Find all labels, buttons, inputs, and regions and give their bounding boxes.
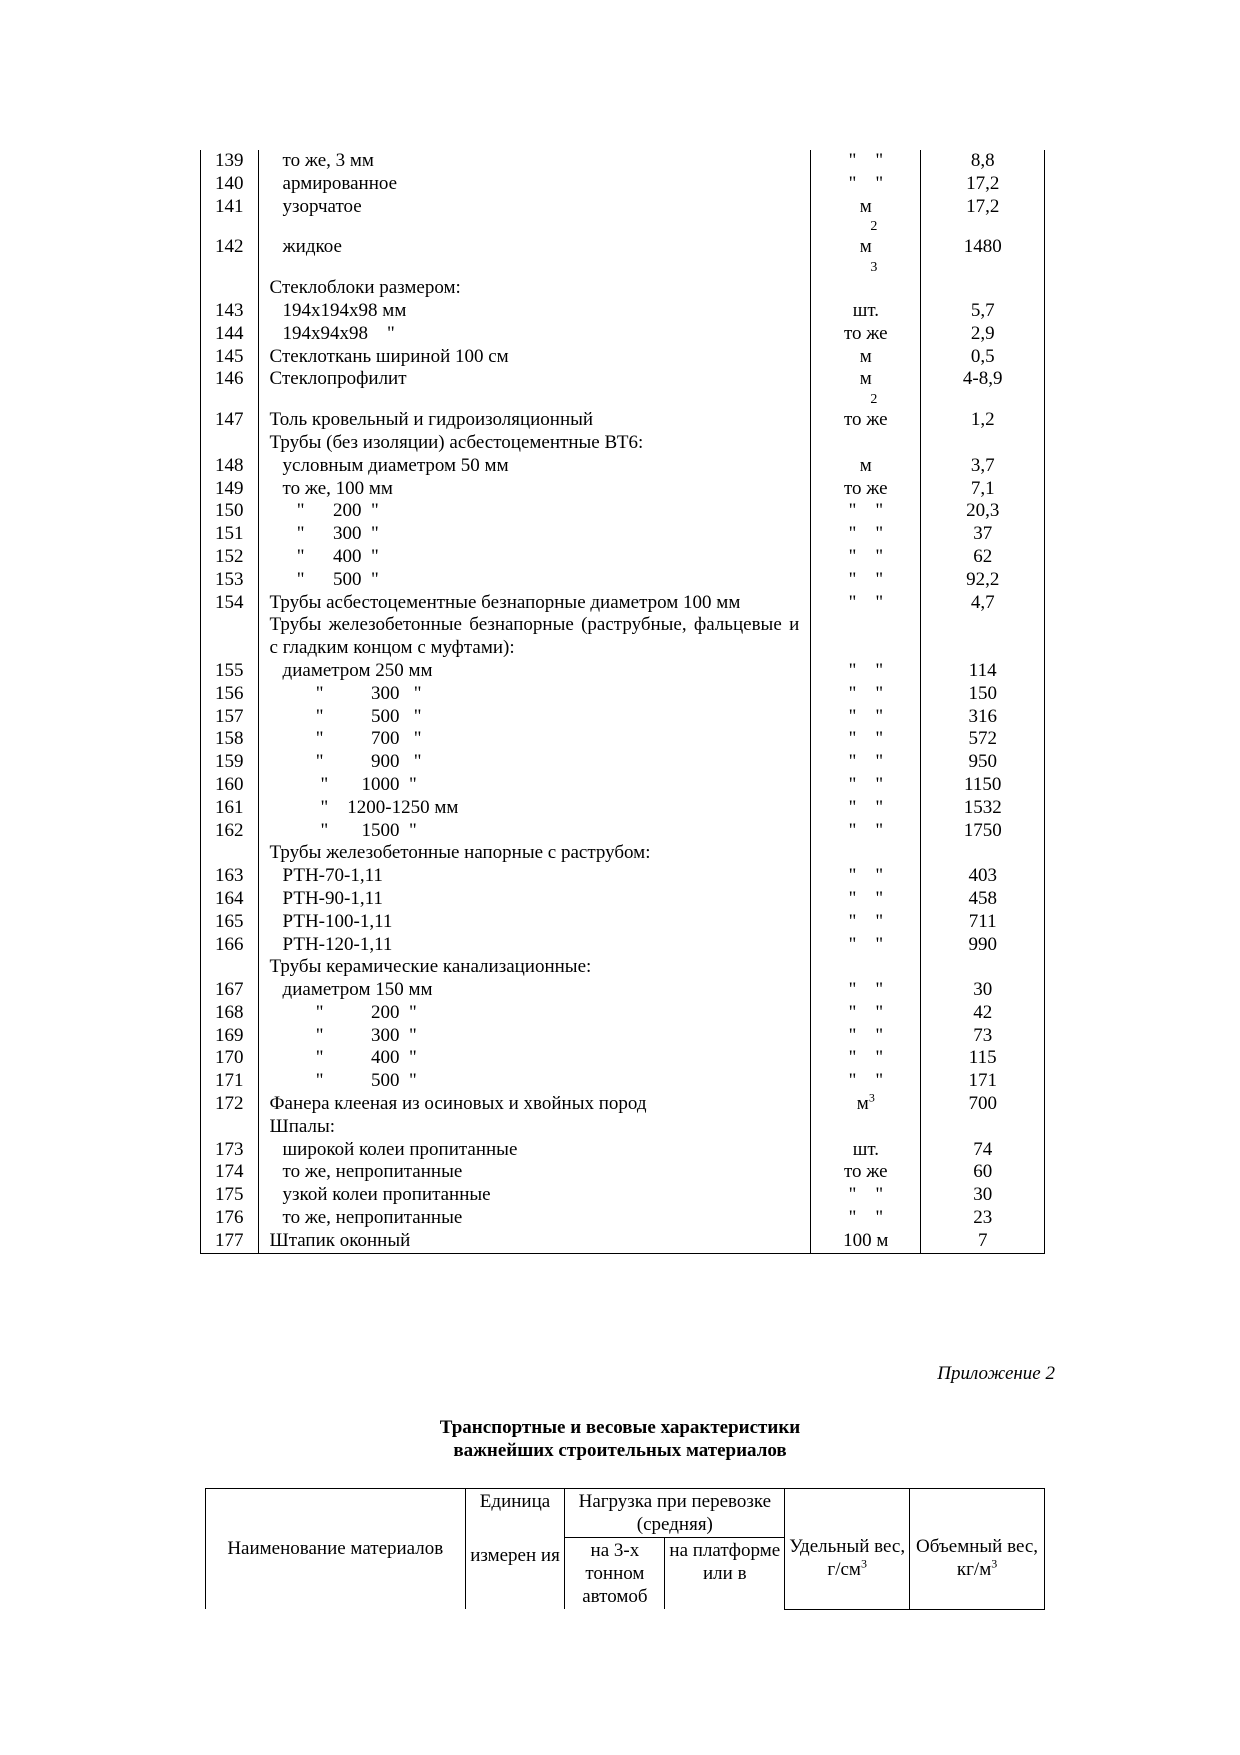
unit-exponent: 3: [870, 260, 878, 276]
weight-value: 3,7: [921, 455, 1045, 478]
col-header-unit-top: Единица: [465, 1489, 565, 1538]
material-name: армированное: [258, 173, 811, 196]
appendix-label: Приложение 2: [937, 1363, 1055, 1384]
material-name: " 500 ": [258, 706, 811, 729]
weight-value: 1480: [921, 236, 1045, 277]
unit-cell: [811, 1139, 921, 1162]
weight-value: 403: [921, 865, 1045, 888]
unit-cell: [811, 1047, 921, 1070]
row-number: 171: [201, 1070, 259, 1093]
col-header-load: Нагрузка при перевозке (средняя): [565, 1489, 785, 1538]
weight-value: 458: [921, 888, 1045, 911]
unit-cell: [811, 683, 921, 706]
table-row: [201, 196, 1045, 237]
material-name: " 900 ": [258, 751, 811, 774]
weight-value: 73: [921, 1025, 1045, 1048]
material-name: то же, непропитанные: [258, 1161, 811, 1184]
table-row: [201, 346, 1045, 369]
weight-value: [921, 1116, 1045, 1139]
col-header-load-truck: на 3-х тонном автомоб: [565, 1538, 665, 1610]
unit-cell: [811, 1161, 921, 1184]
weight-value: 17,2: [921, 196, 1045, 237]
table-row: [201, 888, 1045, 911]
header-row-1: [206, 1489, 1045, 1538]
table-row: [201, 1207, 1045, 1230]
material-name: жидкое: [258, 236, 811, 277]
material-name: " 200 ": [258, 1002, 811, 1025]
unit-text: м: [859, 454, 872, 476]
weight-value: [921, 614, 1045, 660]
unit-exponent: 2: [870, 392, 878, 408]
unit-text: " ": [848, 545, 884, 567]
material-name: " 200 ": [258, 500, 811, 523]
material-name: диаметром 250 мм: [258, 660, 811, 683]
material-name: узкой колеи пропитанные: [258, 1184, 811, 1207]
table-row: [201, 569, 1045, 592]
weight-value: 7,1: [921, 478, 1045, 501]
unit-text: " ": [848, 1207, 884, 1229]
table-row: [201, 500, 1045, 523]
unit-text: м: [859, 345, 872, 367]
row-number: 159: [201, 751, 259, 774]
unit-cell: [811, 1184, 921, 1207]
unit-text: то же: [844, 1161, 888, 1183]
unit-cell: [811, 1002, 921, 1025]
row-number: 147: [201, 409, 259, 432]
row-number: 141: [201, 196, 259, 237]
table-row: [201, 523, 1045, 546]
unit-superscript: 3: [868, 1090, 875, 1105]
material-name: Трубы керамические канализационные:: [258, 956, 811, 979]
material-name: диаметром 150 мм: [258, 979, 811, 1002]
material-name: Толь кровельный и гидроизоляционный: [258, 409, 811, 432]
row-number: 140: [201, 173, 259, 196]
material-name: " 500 ": [258, 1070, 811, 1093]
unit-cell: [811, 865, 921, 888]
unit-text: " ": [848, 979, 884, 1001]
unit-cell: [811, 1070, 921, 1093]
unit-text: " ": [848, 682, 884, 704]
unit-text: " ": [848, 1024, 884, 1046]
unit-cell: [811, 277, 921, 300]
table-row: [201, 1002, 1045, 1025]
table-row: [201, 546, 1045, 569]
material-name: Фанера клееная из осиновых и хвойных пород: [258, 1093, 811, 1116]
col-header-load-platform: на платформе или в: [665, 1538, 785, 1610]
row-number: [201, 432, 259, 455]
unit-cell: [811, 842, 921, 865]
weight-value: 171: [921, 1070, 1045, 1093]
weight-value: 30: [921, 979, 1045, 1002]
unit-text: шт.: [852, 1138, 879, 1160]
weight-value: 92,2: [921, 569, 1045, 592]
table-row: [201, 979, 1045, 1002]
unit-cell: [811, 323, 921, 346]
table-row: [201, 865, 1045, 888]
row-number: 146: [201, 368, 259, 409]
unit-cell: [811, 728, 921, 751]
weight-value: 42: [921, 1002, 1045, 1025]
table-row: [201, 614, 1045, 660]
row-number: 163: [201, 865, 259, 888]
unit-text: " ": [848, 728, 884, 750]
weight-value: [921, 956, 1045, 979]
material-name: РТН-100-1,11: [258, 911, 811, 934]
weight-value: 5,7: [921, 300, 1045, 323]
table-row: [201, 660, 1045, 683]
weight-value: 4-8,9: [921, 368, 1045, 409]
unit-text: " ": [848, 1184, 884, 1206]
weight-value: [921, 432, 1045, 455]
unit-cell: [811, 706, 921, 729]
unit-cell: [811, 478, 921, 501]
unit-text: то же: [844, 477, 888, 499]
weight-value: 1,2: [921, 409, 1045, 432]
table-row: [201, 1116, 1045, 1139]
weight-value: 950: [921, 751, 1045, 774]
unit-cell: [811, 569, 921, 592]
unit-cell: [811, 236, 921, 277]
unit-cell: [811, 455, 921, 478]
material-name: " 300 ": [258, 523, 811, 546]
table-row: [201, 911, 1045, 934]
row-number: 149: [201, 478, 259, 501]
table-row: [201, 1184, 1045, 1207]
row-number: 175: [201, 1184, 259, 1207]
section-title-line2: важнейших строительных материалов: [453, 1440, 787, 1461]
material-name: Шпалы:: [258, 1116, 811, 1139]
table-row: [201, 368, 1045, 409]
row-number: 139: [201, 150, 259, 173]
weight-value: 711: [921, 911, 1045, 934]
table-row: [201, 478, 1045, 501]
unit-text: шт.: [852, 299, 879, 321]
row-number: 161: [201, 797, 259, 820]
weight-value: 8,8: [921, 150, 1045, 173]
col-header-specific-sup: 3: [860, 1556, 867, 1571]
row-number: [201, 614, 259, 660]
row-number: 142: [201, 236, 259, 277]
row-number: 144: [201, 323, 259, 346]
material-name: Трубы (без изоляции) асбестоцементные ВТ6:: [258, 432, 811, 455]
row-number: 154: [201, 592, 259, 615]
row-number: 148: [201, 455, 259, 478]
unit-cell: [811, 1025, 921, 1048]
unit-cell: [811, 956, 921, 979]
section-title-line1: Транспортные и весовые характеристики: [439, 1417, 801, 1438]
unit-text: " ": [848, 523, 884, 545]
row-number: [201, 842, 259, 865]
weight-value: 23: [921, 1207, 1045, 1230]
row-number: [201, 1116, 259, 1139]
row-number: 151: [201, 523, 259, 546]
unit-text: " ": [848, 172, 884, 194]
weight-value: 1750: [921, 820, 1045, 843]
row-number: 153: [201, 569, 259, 592]
material-name: то же, 100 мм: [258, 478, 811, 501]
unit-cell: [811, 934, 921, 957]
table-row: [201, 1230, 1045, 1253]
unit-text: " ": [848, 1047, 884, 1069]
unit-cell: [811, 432, 921, 455]
weight-value: 7: [921, 1230, 1045, 1253]
row-number: 157: [201, 706, 259, 729]
weight-value: 30: [921, 1184, 1045, 1207]
unit-text: то же: [844, 322, 888, 344]
material-name: условным диаметром 50 мм: [258, 455, 811, 478]
unit-text: " ": [848, 751, 884, 773]
col-header-volume: [910, 1489, 1045, 1610]
table-row: [201, 751, 1045, 774]
table-row: [201, 173, 1045, 196]
unit-cell: [811, 1230, 921, 1253]
unit-text: " ": [848, 887, 884, 909]
weight-value: 62: [921, 546, 1045, 569]
weight-value: 1150: [921, 774, 1045, 797]
weight-value: 316: [921, 706, 1045, 729]
unit-text: " ": [848, 819, 884, 841]
row-number: 177: [201, 1230, 259, 1253]
unit-cell: [811, 173, 921, 196]
row-number: 143: [201, 300, 259, 323]
table-row: [201, 236, 1045, 277]
weight-value: 572: [921, 728, 1045, 751]
unit-cell: [811, 979, 921, 1002]
unit-text: " ": [848, 500, 884, 522]
row-number: 166: [201, 934, 259, 957]
materials-table: [200, 150, 1045, 1254]
unit-cell: [811, 523, 921, 546]
material-name: " 400 ": [258, 1047, 811, 1070]
row-number: 174: [201, 1161, 259, 1184]
table-row: [201, 277, 1045, 300]
row-number: 170: [201, 1047, 259, 1070]
characteristics-table: [205, 1488, 1045, 1610]
row-number: 145: [201, 346, 259, 369]
unit-cell: [811, 911, 921, 934]
unit-cell: [811, 346, 921, 369]
row-number: 162: [201, 820, 259, 843]
weight-value: 990: [921, 934, 1045, 957]
row-number: 150: [201, 500, 259, 523]
table-row: [201, 323, 1045, 346]
table-row: [201, 706, 1045, 729]
material-name: Трубы железобетонные напорные с раструбом:: [258, 842, 811, 865]
material-name: " 700 ": [258, 728, 811, 751]
material-name: Стеклоблоки размером:: [258, 277, 811, 300]
row-number: 176: [201, 1207, 259, 1230]
table-row: [201, 797, 1045, 820]
material-name: 194х194х98 мм: [258, 300, 811, 323]
unit-exponent: 2: [870, 219, 878, 235]
material-name: " 1000 ": [258, 774, 811, 797]
unit-cell: [811, 368, 921, 409]
table-row: [201, 150, 1045, 173]
row-number: 167: [201, 979, 259, 1002]
table-row: [201, 1161, 1045, 1184]
row-number: 164: [201, 888, 259, 911]
unit-text: " ": [848, 1070, 884, 1092]
table-row: [201, 820, 1045, 843]
col-header-specific: [785, 1489, 910, 1610]
col-header-volume-sup: 3: [991, 1556, 998, 1571]
row-number: 169: [201, 1025, 259, 1048]
material-name: " 500 ": [258, 569, 811, 592]
col-header-name: [206, 1489, 466, 1610]
col-header-specific-text: Удельный вес, г/см: [789, 1536, 906, 1580]
col-header-unit-bottom: измерен ия: [465, 1538, 565, 1610]
table-row: [201, 1093, 1045, 1116]
unit-cell: [811, 1090, 921, 1116]
unit-text: " ": [848, 796, 884, 818]
row-number: 158: [201, 728, 259, 751]
material-name: РТН-90-1,11: [258, 888, 811, 911]
table-row: [201, 455, 1045, 478]
unit-cell: [811, 888, 921, 911]
row-number: 160: [201, 774, 259, 797]
weight-value: [921, 277, 1045, 300]
weight-value: 0,5: [921, 346, 1045, 369]
unit-cell: [811, 774, 921, 797]
row-number: [201, 277, 259, 300]
unit-cell: [811, 1116, 921, 1139]
unit-text: 100 м: [843, 1229, 889, 1251]
weight-value: 17,2: [921, 173, 1045, 196]
table-row: [201, 728, 1045, 751]
table-row: [201, 1047, 1045, 1070]
unit-cell: [811, 751, 921, 774]
col-header-volume-text: Объемный вес, кг/м: [916, 1536, 1039, 1580]
unit-text: м: [856, 1093, 869, 1115]
unit-cell: [811, 660, 921, 683]
table-row: [201, 432, 1045, 455]
material-name: узорчатое: [258, 196, 811, 237]
unit-cell: [811, 409, 921, 432]
unit-cell: [811, 820, 921, 843]
material-name: Штапик оконный: [258, 1230, 811, 1253]
unit-text: м: [859, 368, 872, 390]
unit-text: " ": [848, 150, 884, 171]
weight-value: 115: [921, 1047, 1045, 1070]
unit-text: то же: [844, 409, 888, 431]
row-number: 165: [201, 911, 259, 934]
material-name: " 1500 ": [258, 820, 811, 843]
material-name: " 300 ": [258, 1025, 811, 1048]
unit-text: " ": [848, 591, 884, 613]
table-row: [201, 934, 1045, 957]
row-number: 156: [201, 683, 259, 706]
unit-text: " ": [848, 659, 884, 681]
unit-cell: [811, 1207, 921, 1230]
weight-value: 1532: [921, 797, 1045, 820]
unit-text: " ": [848, 1001, 884, 1023]
table-row: [201, 1025, 1045, 1048]
unit-text: " ": [848, 933, 884, 955]
unit-text: м: [859, 236, 872, 258]
row-number: 155: [201, 660, 259, 683]
material-name: Трубы железобетонные безнапорные (раструбные, фальцевые и с гладким концом с муфтами):: [258, 614, 811, 660]
table-row: [201, 683, 1045, 706]
unit-text: " ": [848, 705, 884, 727]
material-name: то же, 3 мм: [258, 150, 811, 173]
table-row: [201, 409, 1045, 432]
row-number: 173: [201, 1139, 259, 1162]
table-row: [201, 592, 1045, 615]
row-number: 172: [201, 1093, 259, 1116]
weight-value: 2,9: [921, 323, 1045, 346]
material-name: широкой колеи пропитанные: [258, 1139, 811, 1162]
material-name: Стеклоткань шириной 100 см: [258, 346, 811, 369]
unit-cell: [811, 300, 921, 323]
material-name: " 300 ": [258, 683, 811, 706]
row-number: 168: [201, 1002, 259, 1025]
unit-text: м: [859, 195, 872, 217]
unit-text: " ": [848, 865, 884, 887]
unit-cell: [811, 150, 921, 173]
section-title: [0, 1416, 1240, 1462]
table-row: [201, 300, 1045, 323]
unit-cell: [811, 196, 921, 237]
material-name: " 400 ": [258, 546, 811, 569]
material-name: РТН-120-1,11: [258, 934, 811, 957]
weight-value: 37: [921, 523, 1045, 546]
table-row: [201, 956, 1045, 979]
material-name: Трубы асбестоцементные безнапорные диаметром 100 мм: [258, 592, 811, 615]
material-name: РТН-70-1,11: [258, 865, 811, 888]
unit-cell: [811, 797, 921, 820]
unit-text: " ": [848, 773, 884, 795]
material-name: Стеклопрофилит: [258, 368, 811, 409]
table-row: [201, 774, 1045, 797]
material-name: то же, непропитанные: [258, 1207, 811, 1230]
unit-cell: [811, 500, 921, 523]
table-row: [201, 842, 1045, 865]
unit-cell: [811, 614, 921, 660]
table-row: [201, 1139, 1045, 1162]
weight-value: 60: [921, 1161, 1045, 1184]
unit-cell: [811, 546, 921, 569]
material-name: " 1200-1250 мм: [258, 797, 811, 820]
row-number: [201, 956, 259, 979]
material-name: 194х94х98 ": [258, 323, 811, 346]
weight-value: 700: [921, 1093, 1045, 1116]
weight-value: 150: [921, 683, 1045, 706]
materials-table-body: [201, 150, 1045, 1253]
col-header-name-text: Наименование материалов: [227, 1538, 444, 1559]
weight-value: 20,3: [921, 500, 1045, 523]
weight-value: 74: [921, 1139, 1045, 1162]
unit-text: " ": [848, 568, 884, 590]
row-number: 152: [201, 546, 259, 569]
weight-value: 114: [921, 660, 1045, 683]
unit-text: " ": [848, 910, 884, 932]
table-row: [201, 1070, 1045, 1093]
unit-cell: [811, 592, 921, 615]
weight-value: 4,7: [921, 592, 1045, 615]
weight-value: [921, 842, 1045, 865]
